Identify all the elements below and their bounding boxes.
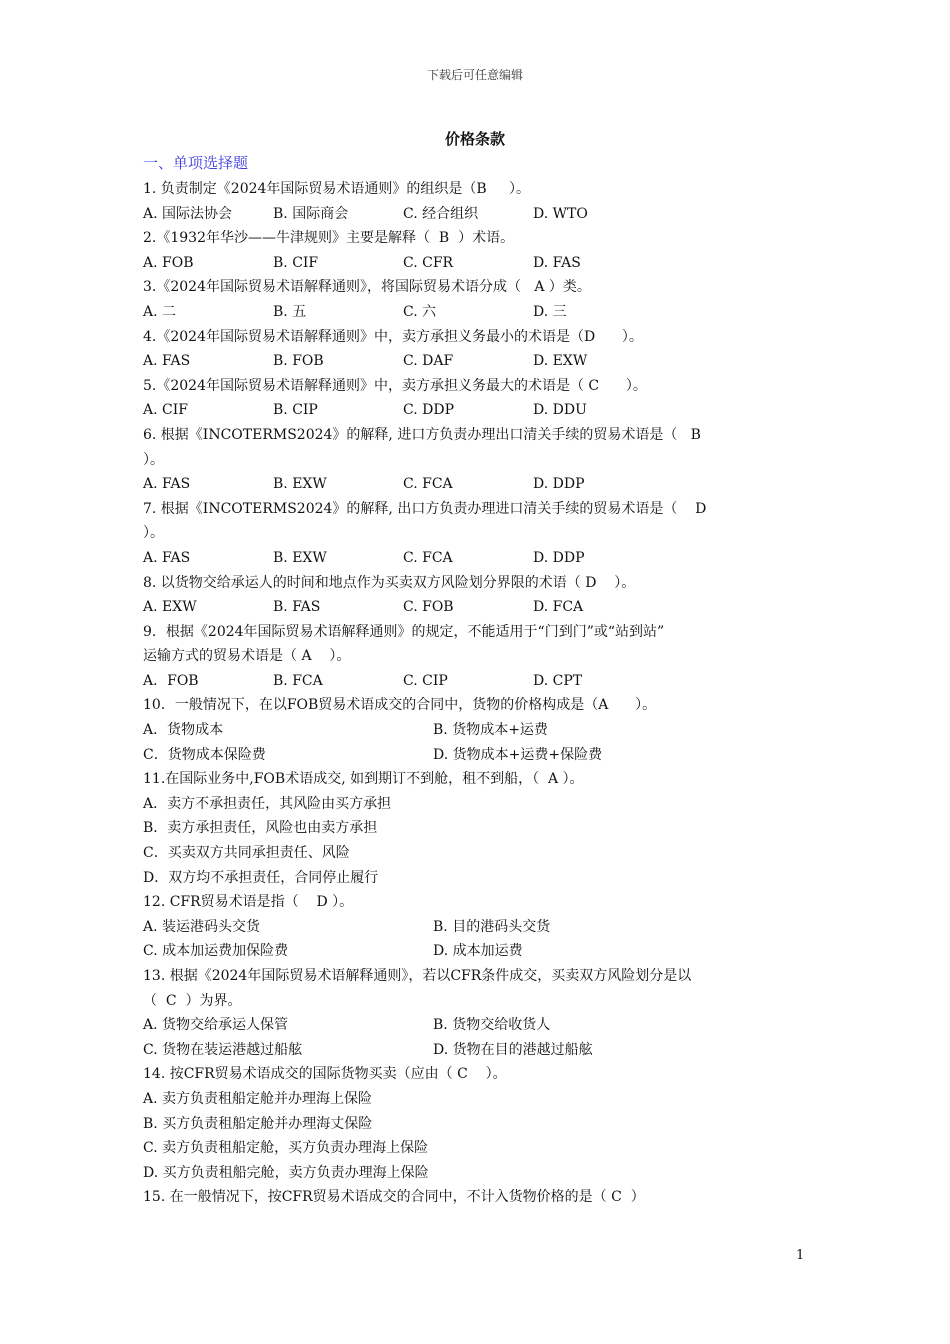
- option: B. 货物交给收货人: [433, 1017, 551, 1034]
- question-item: [143, 325, 813, 374]
- options-row: [143, 1038, 813, 1063]
- question-item: [143, 423, 813, 497]
- question-item: [143, 693, 813, 767]
- options-row: [143, 546, 813, 571]
- question-item: [143, 620, 813, 694]
- question-text-continued: ）。: [143, 525, 164, 542]
- question-text-continued: （ C ）为界。: [143, 992, 242, 1009]
- option: D. CPT: [533, 672, 583, 689]
- question-text: 9．根据《2024年国际贸易术语解释通则》的规定，不能适用于“门到门”或“站到站”: [143, 623, 665, 640]
- question-list: [143, 177, 813, 1210]
- question-item: [143, 890, 813, 964]
- option: D．双方均不承担责任，合同停止履行: [143, 869, 379, 886]
- option: A. CIF: [143, 402, 188, 419]
- option: A．货物成本: [143, 722, 224, 739]
- question-item: [143, 177, 813, 226]
- question-text: 8. 以货物交给承运人的时间和地点作为买卖双方风险划分界限的术语（ D ）。: [143, 574, 636, 591]
- option: C．货物成本保险费: [143, 746, 266, 763]
- page-number: 1: [796, 1248, 805, 1263]
- option: B. 五: [273, 303, 307, 320]
- option: C. CIP: [403, 672, 448, 689]
- option: D. 成本加运费: [433, 943, 523, 960]
- options-row: [143, 669, 813, 694]
- option: A. FAS: [143, 476, 191, 493]
- question-text: 5.《2024年国际贸易术语解释通则》中，卖方承担义务最大的术语是（ C ）。: [143, 377, 647, 394]
- options-row: [143, 300, 813, 325]
- option: D. 三: [533, 303, 567, 320]
- question-item: [143, 571, 813, 620]
- option: D. DDP: [533, 549, 585, 566]
- question-text: 10．一般情况下，在以FOB贸易术语成交的合同中，货物的价格构成是（A ）。: [143, 697, 657, 714]
- question-item: [143, 374, 813, 423]
- option: A. FOB: [143, 254, 194, 271]
- option: A. 卖方负责租船定舱并办理海上保险: [143, 1090, 373, 1107]
- question-text: 15. 在一般情况下，按CFR贸易术语成交的合同中，不计入货物价格的是（ C ）: [143, 1189, 645, 1206]
- option: A. 二: [143, 303, 177, 320]
- option: D. 买方负责租船完舱，卖方负责办理海上保险: [143, 1164, 429, 1181]
- question-text-continued: 运输方式的贸易术语是（ A ）。: [143, 648, 351, 665]
- option: B. EXW: [273, 549, 327, 566]
- options-row: [143, 398, 813, 423]
- option: D. FCA: [533, 599, 584, 616]
- option: D. EXW: [533, 353, 588, 370]
- question-text: 13. 根据《2024年国际贸易术语解释通则》，若以CFR条件成交，买卖双方风险划分是以: [143, 968, 692, 984]
- option: C. 货物在装运港越过船舷: [143, 1041, 303, 1058]
- option: A．FOB: [143, 672, 199, 689]
- option: B. CIF: [273, 254, 319, 271]
- option: D. 货物成本+运费+保险费: [433, 746, 603, 763]
- option: B. FCA: [273, 672, 323, 689]
- option: B. CIP: [273, 402, 318, 419]
- question-text: 11.在国际业务中,FOB术语成交, 如到期订不到舱，租不到船，（ A ）。: [143, 771, 584, 788]
- page-header: 下载后可任意编辑: [426, 68, 523, 82]
- option: D. DDP: [533, 476, 585, 493]
- question-item: [143, 1062, 813, 1185]
- option: B. 目的港码头交货: [433, 918, 551, 935]
- question-text: 2.《1932年华沙——牛津规则》主要是解释（ B ）术语。: [143, 230, 515, 247]
- option: C. 经合组织: [403, 205, 479, 222]
- option: C. FOB: [403, 599, 454, 616]
- option: B. 货物成本+运费: [433, 722, 548, 739]
- option: A. FAS: [143, 353, 191, 370]
- option: D. WTO: [533, 205, 588, 222]
- option: A．卖方不承担责任，其风险由买方承担: [143, 795, 392, 812]
- option: C. CFR: [403, 254, 454, 271]
- option: A. EXW: [143, 599, 197, 616]
- option: C. 六: [403, 303, 437, 320]
- question-text: 4.《2024年国际贸易术语解释通则》中，卖方承担义务最小的术语是（D ）。: [143, 328, 643, 345]
- question-item: [143, 1185, 813, 1210]
- question-item: [143, 226, 813, 275]
- section-heading: 一、单项选择题: [143, 154, 249, 172]
- option: C. DAF: [403, 353, 454, 370]
- question-item: [143, 964, 813, 1062]
- question-text: 3.《2024年国际贸易术语解释通则》，将国际贸易术语分成（ A ）类。: [143, 279, 591, 296]
- question-text-continued: ）。: [143, 451, 164, 468]
- question-text: 7. 根据《INCOTERMS2024》的解释, 出口方负责办理进口清关手续的贸易术语是（ D: [143, 500, 707, 517]
- options-row: [143, 349, 813, 374]
- question-text: 12. CFR贸易术语是指（ D ）。: [143, 894, 354, 911]
- option: B．卖方承担责任，风险也由卖方承担: [143, 820, 378, 837]
- option: C. FCA: [403, 476, 453, 493]
- options-row: [143, 939, 813, 964]
- question-item: [143, 275, 813, 324]
- question-item: [143, 767, 813, 890]
- question-text: 1. 负责制定《2024年国际贸易术语通则》的组织是（B ）。: [143, 181, 530, 197]
- option: C. DDP: [403, 402, 454, 419]
- option: B. FAS: [273, 599, 321, 616]
- options-row: [143, 595, 813, 620]
- options-row: [143, 202, 813, 227]
- options-row: [143, 915, 813, 940]
- options-row: [143, 251, 813, 276]
- options-row: [143, 743, 813, 768]
- option: B. EXW: [273, 476, 327, 493]
- option: A. 国际法协会: [143, 205, 233, 222]
- options-row: [143, 472, 813, 497]
- option: C. FCA: [403, 549, 453, 566]
- question-text: 6. 根据《INCOTERMS2024》的解释, 进口方负责办理出口清关手续的贸易术语是（ B: [143, 426, 701, 443]
- option: D. DDU: [533, 402, 587, 419]
- option: A. 货物交给承运人保管: [143, 1017, 289, 1034]
- option: C．买卖双方共同承担责任、风险: [143, 845, 350, 862]
- option: C. 成本加运费加保险费: [143, 943, 289, 960]
- question-text: 14. 按CFR贸易术语成交的国际货物买卖（应由（ C ）。: [143, 1066, 507, 1083]
- option: D. FAS: [533, 254, 581, 271]
- option: C. 卖方负责租船定舱，买方负责办理海上保险: [143, 1140, 429, 1157]
- options-row: [143, 718, 813, 743]
- option: B. FOB: [273, 353, 324, 370]
- options-row: [143, 1013, 813, 1038]
- option: D. 货物在目的港越过船舷: [433, 1041, 593, 1058]
- option: B. 买方负责租船定舱并办理海丈保险: [143, 1115, 373, 1132]
- option: A. FAS: [143, 549, 191, 566]
- option: B. 国际商会: [273, 205, 349, 222]
- question-item: [143, 497, 813, 571]
- option: A. 装运港码头交货: [143, 918, 261, 935]
- page-title: 价格条款: [444, 130, 505, 148]
